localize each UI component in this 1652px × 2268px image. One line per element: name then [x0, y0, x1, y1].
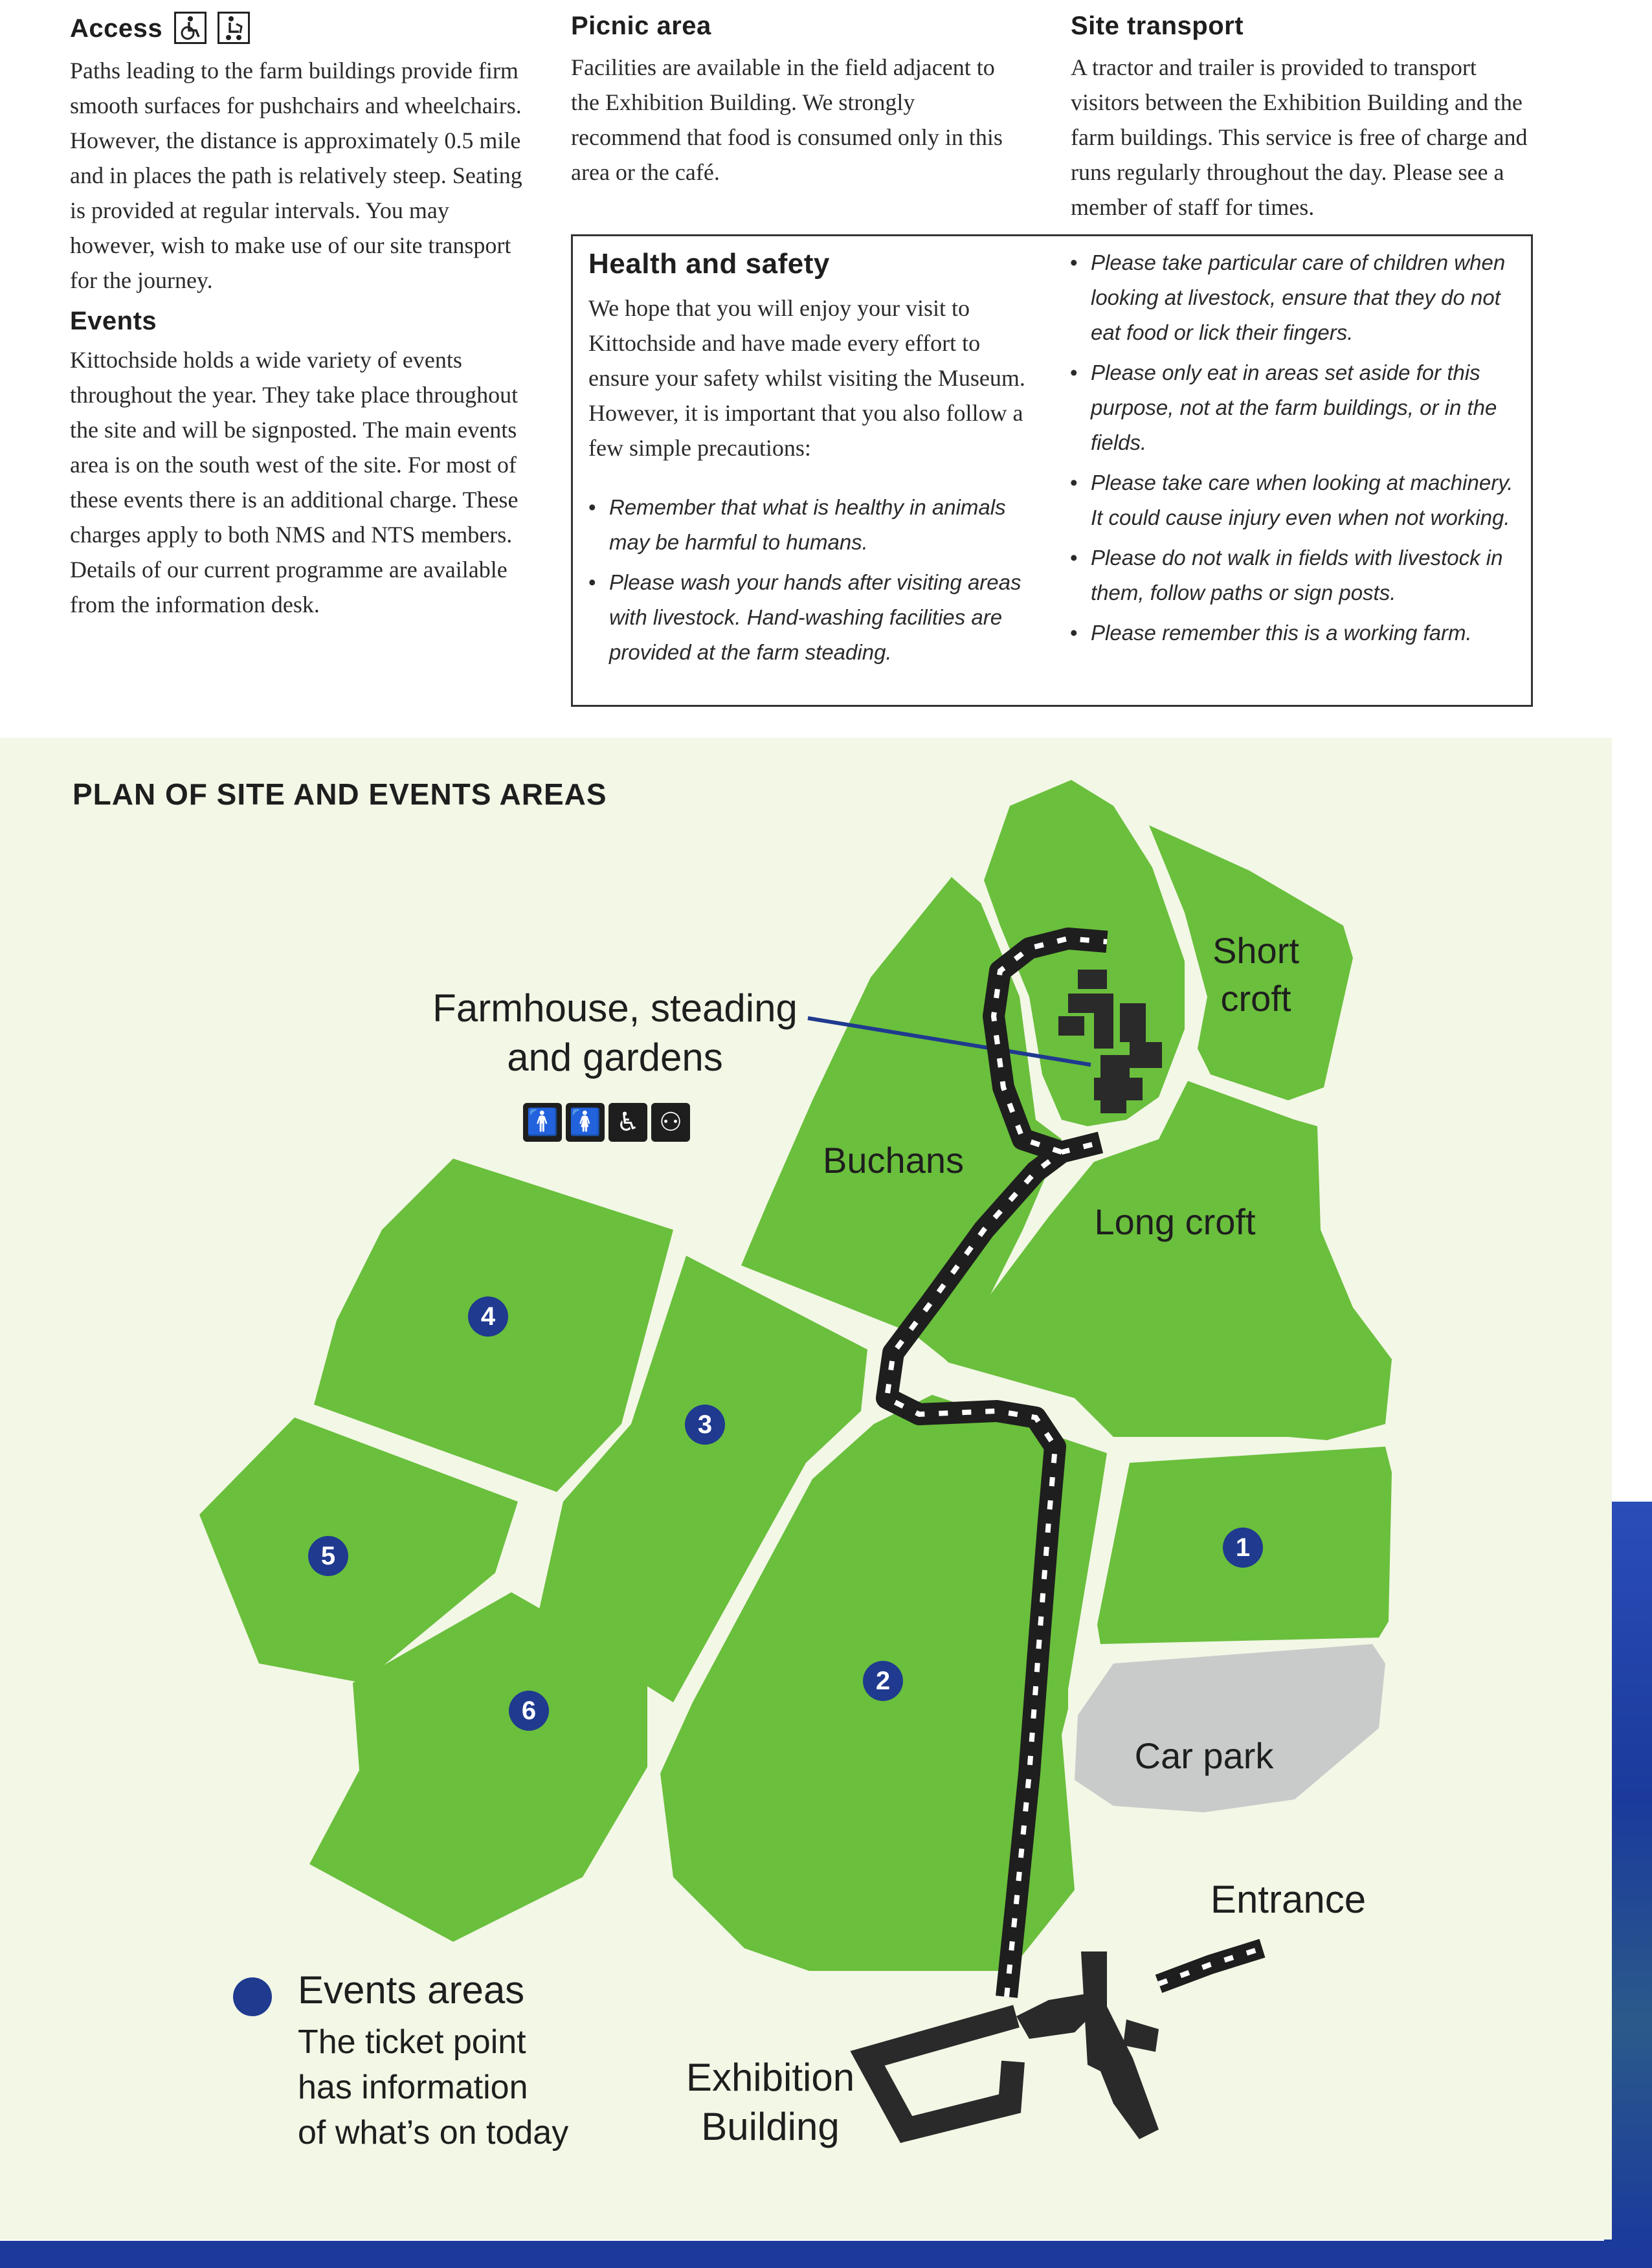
legend-title: Events areas: [298, 1968, 525, 2012]
event-area-3: 3: [685, 1405, 725, 1445]
male-toilet-icon: 🚹: [523, 1103, 562, 1142]
farmhouse-label-line2: and gardens: [507, 1036, 723, 1079]
legend-line3: of what’s on today: [298, 2114, 569, 2151]
site-map: [0, 738, 1612, 2240]
events-text: Kittochside holds a wide variety of events throughout the year. They take place throughout the site and will be signposted. The main events area is on the south west of the site. For most of these events there is an additional charge. These charges apply to both NMS and NTS members. Details of our current programme are available from the information desk.: [70, 347, 519, 617]
short-croft-line1: Short: [1212, 930, 1299, 971]
pushchair-icon: [218, 12, 250, 44]
event-area-5: 5: [308, 1536, 348, 1576]
baby-change-icon: ⚇: [651, 1103, 690, 1142]
event-area-1: 1: [1223, 1528, 1263, 1568]
events-heading: Events: [70, 307, 157, 335]
picnic-section: [571, 12, 1024, 190]
health-intro: We hope that you will enjoy your visit to Kittochside and have made every effort to ensure your safety whilst visiting the Museum. However, it is important that you also follow a few simple precautions:: [588, 295, 1025, 461]
access-heading: Access: [70, 12, 536, 44]
car-park-label: Car park: [1134, 1735, 1274, 1776]
long-croft-label: Long croft: [1094, 1201, 1256, 1242]
exhibition-line2: Building: [701, 2105, 840, 2148]
accessible-toilet-icon: ♿: [608, 1103, 647, 1142]
wheelchair-icon: [174, 12, 206, 44]
transport-section: [1071, 12, 1533, 225]
health-item: • Please wash your hands after visiting areas with livestock. Hand-washing facilities are provided at the farm steading.: [588, 565, 1042, 670]
health-item: • Please only eat in areas set aside for this purpose, not at the farm buildings, or in the fields.: [1070, 355, 1523, 460]
event-area-6: 6: [509, 1691, 549, 1731]
map-title: PLAN OF SITE AND EVENTS AREAS: [73, 777, 607, 811]
exhibition-building-shape: [867, 2016, 1016, 2129]
health-item: • Please do not walk in fields with livestock in them, follow paths or sign posts.: [1070, 540, 1523, 610]
exhibition-building-label: [660, 2053, 880, 2151]
health-left-list: [588, 490, 1042, 670]
exhibition-line1: Exhibition: [686, 2056, 855, 2099]
legend-line2: has information: [298, 2069, 528, 2106]
health-item: • Please remember this is a working farm.: [1070, 616, 1523, 650]
health-item: • Please take care when looking at machinery. It could cause injury even when not working.: [1070, 465, 1523, 535]
transport-heading: Site transport: [1071, 12, 1244, 40]
entrance-label: Entrance: [1210, 1878, 1367, 1921]
transport-text: A tractor and trailer is provided to transport visitors between the Exhibition Building and the farm buildings. This service is free of charge and runs regularly throughout the day. Please see a member of staff for times.: [1071, 54, 1528, 220]
picnic-heading: Picnic area: [571, 12, 711, 40]
health-safety-box: [571, 234, 1533, 707]
health-right-list: [1070, 245, 1523, 650]
health-heading: Health and safety: [588, 248, 830, 280]
health-item: • Remember that what is healthy in animals may be harmful to humans.: [588, 490, 1042, 560]
female-toilet-icon: 🚺: [566, 1103, 605, 1142]
car-park: [1075, 1644, 1385, 1812]
event-area-2: 2: [863, 1661, 903, 1701]
legend-line1: The ticket point: [298, 2023, 526, 2061]
health-item: • Please take particular care of children when looking at livestock, ensure that they do not eat food or lick their fingers.: [1070, 245, 1523, 350]
farmhouse-label: [414, 984, 816, 1082]
bottom-strip: [0, 2241, 1652, 2268]
short-croft-label: [1178, 927, 1334, 1023]
legend-text: [298, 2019, 660, 2155]
event-area-4: 4: [468, 1296, 508, 1337]
events-section: [70, 307, 536, 622]
farmhouse-label-line1: Farmhouse, steading: [432, 986, 798, 1030]
short-croft-line2: croft: [1220, 978, 1291, 1019]
facility-icons: [523, 1103, 694, 1142]
access-text: Paths leading to the farm buildings provide firm smooth surfaces for pushchairs and wheelchairs. However, the distance is approximately 0.5 mile and in places the path is relatively steep. Seating is provided at regular intervals. You may however, wish to make use of our site transport for the journey.: [70, 58, 522, 293]
map-drawing: [0, 738, 1612, 2240]
picnic-text: Facilities are available in the field adjacent to the Exhibition Building. We strongly recommend that food is consumed only in this area or the café.: [571, 54, 1003, 185]
buchans-label: Buchans: [823, 1140, 964, 1181]
legend-event-dot: [233, 1977, 272, 2016]
access-section: [70, 12, 536, 298]
